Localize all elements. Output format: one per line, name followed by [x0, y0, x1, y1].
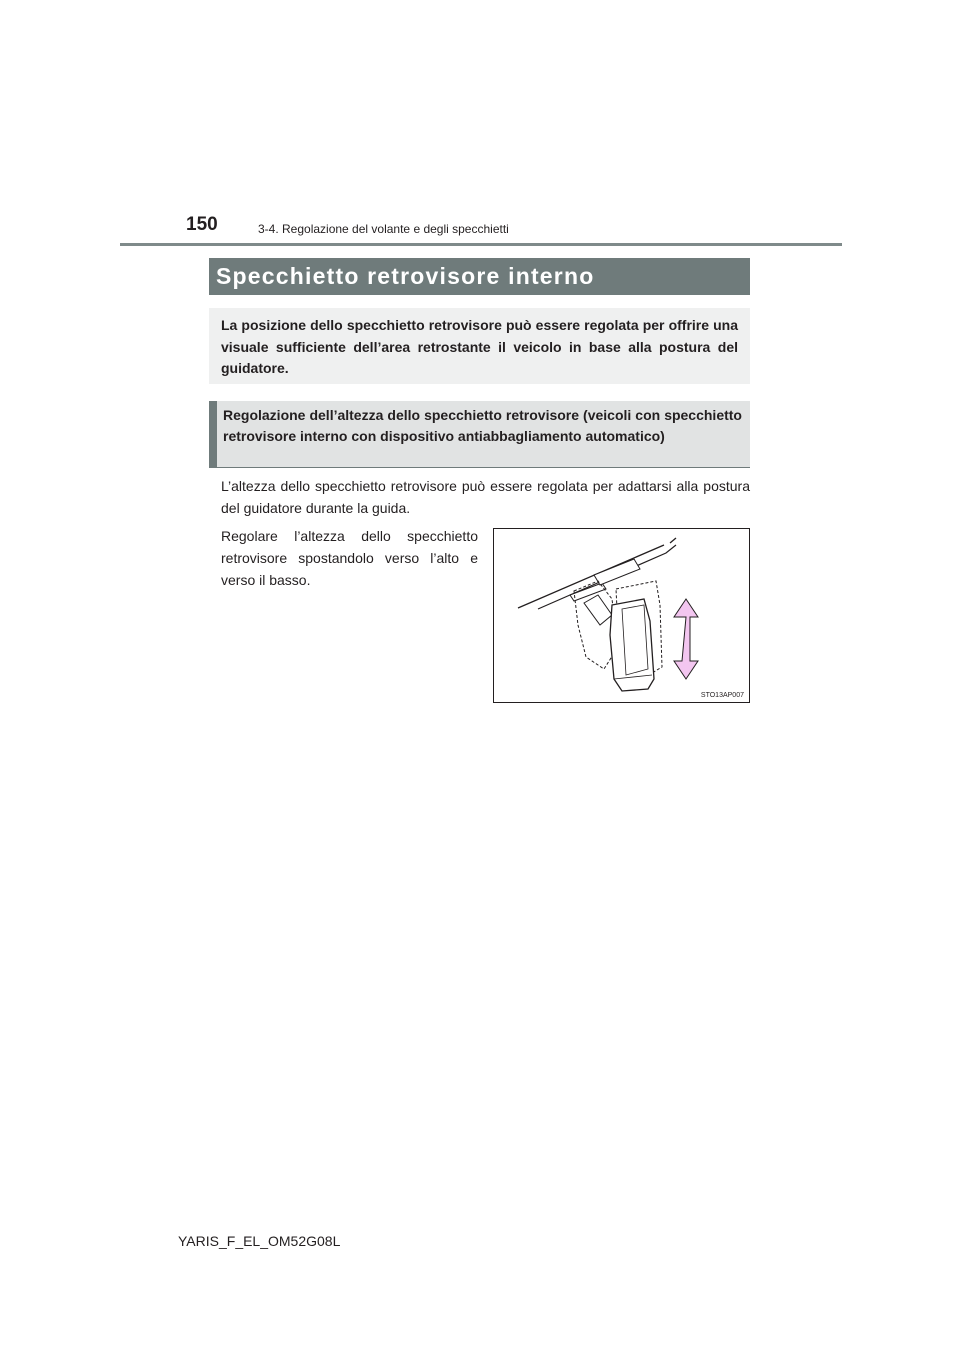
- running-header: 3-4. Regolazione del volante e degli specchietti: [258, 222, 509, 236]
- intro-text: La posizione dello specchietto retrovisore può essere regolata per offrire una visuale sufficiente dell’area retrostante il veicolo in base alla postura del guidatore.: [221, 317, 738, 376]
- mirror-figure: [493, 528, 750, 703]
- section-title: Specchietto retrovisore interno: [216, 263, 595, 289]
- intro-box: [209, 308, 750, 384]
- section-title-bar: [209, 258, 750, 295]
- header-divider: [120, 243, 842, 246]
- up-down-arrow-icon: [674, 599, 698, 679]
- body-paragraph: L’altezza dello specchietto retrovisore può essere regolata per adattarsi alla postura del guidatore durante la guida.: [221, 478, 750, 516]
- document-code: YARIS_F_EL_OM52G08L: [178, 1233, 341, 1249]
- page-number: 150: [186, 214, 218, 235]
- subheading-box: [209, 401, 750, 468]
- rearview-mirror-icon: [494, 529, 749, 702]
- instruction-paragraph: Regolare l’altezza dello specchietto retrovisore spostandolo verso l’alto e verso il basso.: [221, 528, 478, 588]
- figure-code: STO13AP007: [700, 692, 744, 699]
- subheading: Regolazione dell’altezza dello specchietto retrovisore (veicoli con specchietto retrovisore interno con dispositivo antiabbagliamento automatico): [223, 407, 742, 444]
